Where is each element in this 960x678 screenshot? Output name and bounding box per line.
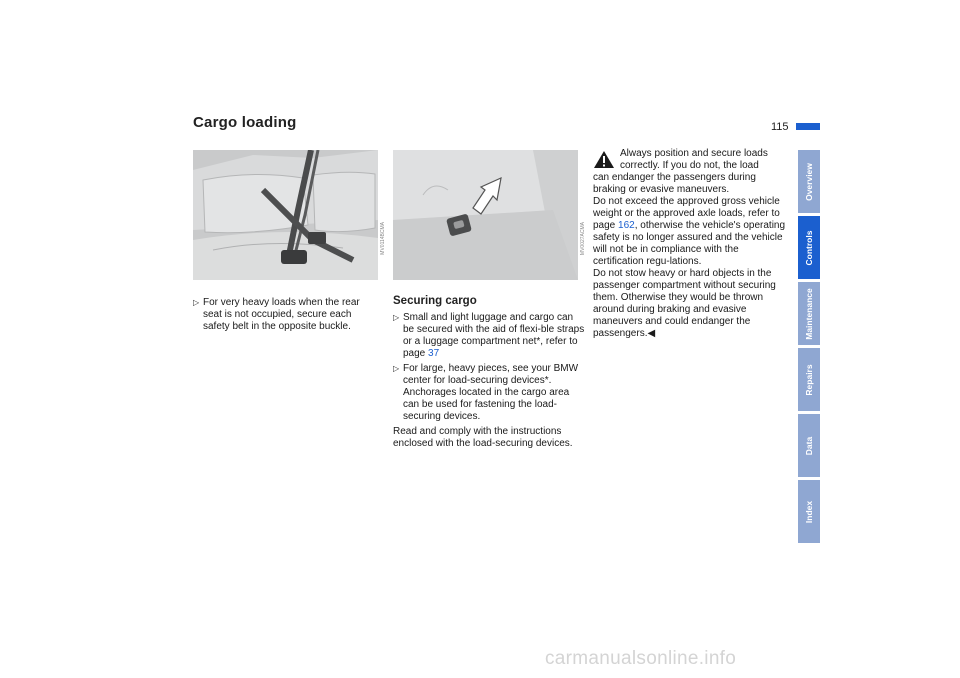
page-number: 115 (771, 121, 789, 133)
list-item (393, 312, 585, 360)
stow-paragraph (593, 268, 786, 340)
page-reference-link[interactable]: 37 (428, 348, 440, 359)
left-column (193, 297, 379, 333)
warning-block (593, 148, 786, 196)
tab-controls[interactable] (798, 216, 820, 279)
tab-label: Controls (804, 230, 814, 265)
tab-index[interactable] (798, 480, 820, 543)
list-item-text: Small and light luggage and cargo can be secured with the aid of flexi-ble straps or a luggage compartment net*, refer to page (403, 312, 585, 359)
end-mark-icon: ◀ (647, 328, 656, 339)
list-item: ▷ For very heavy loads when the rear seat is not occupied, secure each safety belt in the opposite buckle. (193, 297, 379, 333)
seat-belt-illustration (193, 150, 378, 280)
warning-line: correctly. If you do not, the load (620, 160, 759, 171)
tab-label: Repairs (804, 363, 814, 396)
page-title: Cargo loading (193, 114, 297, 131)
watermark: carmanualsonline.info (545, 648, 737, 669)
warning-icon (593, 149, 615, 169)
figure-code: MV0114BCMA (380, 222, 386, 255)
warning-text: can endanger the passengers during braking or evasive maneuvers. (593, 172, 756, 195)
figure-code: MV0027ACMA (580, 222, 586, 256)
paragraph-text: , otherwise the vehicle's operating safety is no longer assured and the vehicle will not be in compliance with the certification regu-lations. (593, 220, 786, 267)
tab-data[interactable] (798, 414, 820, 477)
tab-label: Data (804, 436, 814, 455)
right-column (593, 148, 786, 340)
tab-repairs[interactable] (798, 348, 820, 411)
tab-label: Maintenance (804, 287, 814, 340)
side-tab-navigation (798, 150, 820, 546)
tab-label: Overview (804, 162, 814, 201)
cargo-anchorage-figure (393, 150, 578, 280)
middle-column (393, 312, 585, 453)
paragraph-text: Do not exceed the approved gross vehicle weight or the approved axle loads, refer to page (593, 196, 780, 231)
list-item: ▷ For large, heavy pieces, see your BMW center for load-securing devices*. Anchorages located in the cargo area can be used for fastening the load-securing devices. (393, 363, 585, 423)
paragraph-text: Do not stow heavy or hard objects in the passenger compartment without securing them. Otherwise they would be thrown around during braking and evasive maneuvers and could endanger the passengers. (593, 268, 776, 339)
section-heading: Securing cargo (393, 295, 477, 307)
instructions-paragraph: Read and comply with the instructions enclosed with the load-securing devices. (393, 426, 573, 449)
weight-paragraph (593, 196, 786, 268)
page-marker (796, 123, 820, 130)
anchorage-illustration (393, 150, 578, 280)
tab-overview[interactable] (798, 150, 820, 213)
tab-label: Index (804, 500, 814, 523)
warning-line: Always position and secure loads (620, 148, 768, 159)
tab-maintenance[interactable] (798, 282, 820, 345)
page-reference-link[interactable]: 162 (618, 220, 635, 231)
seat-belt-figure (193, 150, 378, 280)
